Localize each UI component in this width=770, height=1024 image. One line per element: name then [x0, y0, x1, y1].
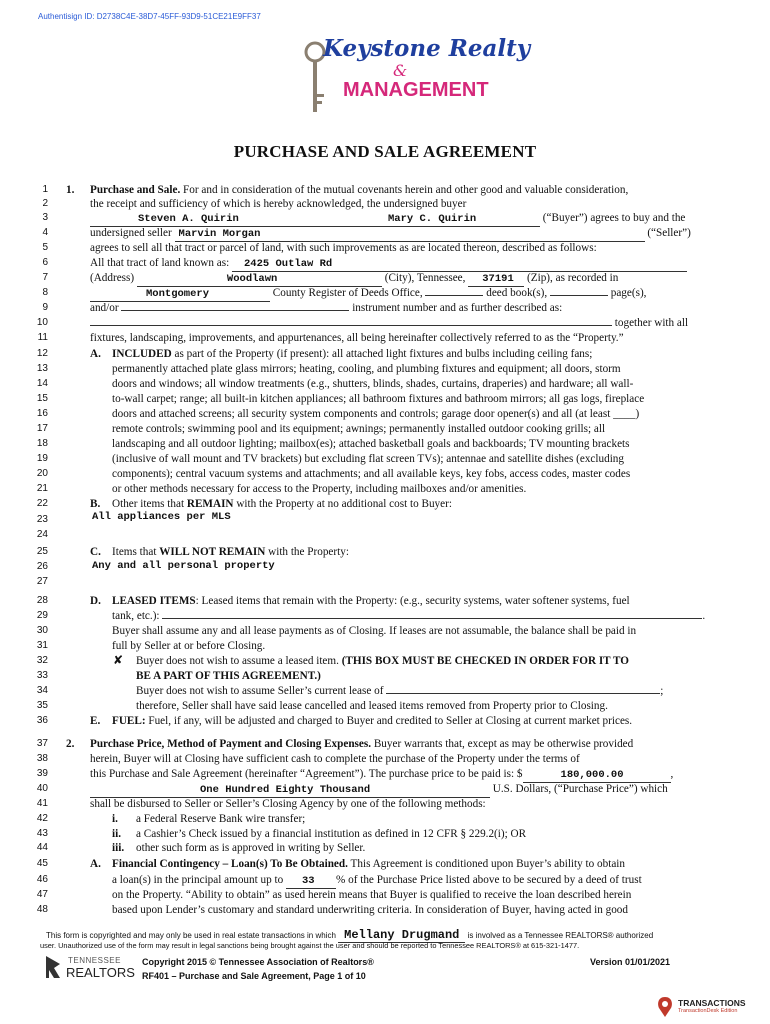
line-number: 15 [36, 393, 48, 404]
line-number: 46 [36, 874, 48, 885]
transactions-logo: TRANSACTIONS TransactionDesk Edition [656, 994, 766, 1020]
line-number: 8 [42, 287, 48, 298]
body-line-29: tank, etc.): . [112, 610, 706, 622]
line-number: 20 [36, 468, 48, 479]
line-number: 9 [42, 302, 48, 313]
line-number: 26 [36, 561, 48, 572]
line-number: 5 [42, 242, 48, 253]
price-words-field: One Hundred Eighty Thousand [90, 783, 490, 798]
line-number: 43 [36, 828, 48, 839]
section-heading: Purchase and Sale. [90, 184, 181, 196]
footer-copyright-line1: This form is copyrighted and may only be used in real estate transactions in which Mellany Drugmand is involved as a Tennessee REALTORS® authorized [46, 928, 654, 942]
body-line-18: landscaping and all outdoor lighting; mailbox(es); attached basketball goals and backboards; TV mounting brackets [112, 438, 630, 450]
method-label-i: i. [112, 813, 118, 825]
body-line-38: herein, Buyer will at Closing have sufficient cash to complete the purchase of the Property under the terms of [90, 753, 580, 765]
line-number: 22 [36, 498, 48, 509]
line-number: 2 [42, 198, 48, 209]
zip-field: 37191 [468, 272, 524, 287]
seller-field: Marvin Morgan [175, 227, 645, 242]
item-label-d: D. [90, 595, 101, 607]
body-line-16: doors and attached screens; all security system components and controls; garage door opener(s) and all (at least ____) [112, 408, 640, 420]
buyer-field: Steven A. Quirin Mary C. Quirin [90, 212, 540, 227]
method-label-iii: iii. [112, 842, 125, 854]
body-line-8: Montgomery County Register of Deeds Office, deed book(s), page(s), [90, 286, 646, 302]
body-line-12: INCLUDED as part of the Property (if present): all attached light fixtures and bulbs including ceiling fans; [112, 348, 593, 360]
body-line-47: on the Property. “Ability to obtain” as used herein means that Buyer is qualified to receive the loan described herein [112, 889, 632, 901]
keystone-logo [285, 24, 531, 124]
city-field: Woodlawn [137, 272, 382, 287]
body-line-37: Purchase Price, Method of Payment and Closing Expenses. Buyer warrants that, except as may be otherwise provided [90, 738, 634, 750]
agent-name-field: Mellany Drugmand [338, 928, 465, 943]
line-number: 23 [36, 514, 48, 525]
body-line-19: (inclusive of wall mount and TV brackets) but excluding flat screen TVs); antennae and satellite dishes (excluding [112, 453, 624, 465]
body-line-22: Other items that REMAIN with the Property at no additional cost to Buyer: [112, 498, 452, 510]
line-number: 17 [36, 423, 48, 434]
included-items-field: All appliances per MLS [92, 511, 231, 523]
body-line-17: remote controls; swimming pool and its equipment; awnings; permanently installed outdoor cooking grills; all [112, 423, 606, 435]
line-number: 7 [42, 272, 48, 283]
body-line-45: Financial Contingency – Loan(s) To Be Obtained. This Agreement is conditioned upon Buyer’s ability to obtain [112, 858, 626, 870]
body-line-40: One Hundred Eighty Thousand U.S. Dollars, (“Purchase Price”) which [90, 782, 668, 798]
line-number: 48 [36, 904, 48, 915]
line-number: 18 [36, 438, 48, 449]
authentisign-id: Authentisign ID: D2738C4E-38D7-45FF-93D9-51CE21E9FF37 [38, 12, 261, 21]
line-number: 44 [36, 842, 48, 853]
body-line-28: LEASED ITEMS: Leased items that remain with the Property: (e.g., security systems, water softener systems, fuel [112, 595, 630, 607]
body-line-10: together with all [90, 316, 688, 330]
body-line-15: to-wall carpet; range; all built-in kitchen appliances; all bathroom fixtures and bathroom mirrors; all gas logs, fireplace [112, 393, 645, 405]
line-number: 31 [36, 640, 48, 651]
line-number: 4 [42, 227, 48, 238]
line-number: 6 [42, 257, 48, 268]
body-line-35: therefore, Seller shall have said lease cancelled and leased items removed from Property prior to Closing. [136, 700, 608, 712]
body-line-25: Items that WILL NOT REMAIN with the Property: [112, 546, 349, 558]
line-number: 40 [36, 783, 48, 794]
line-number: 11 [37, 332, 48, 343]
body-line-32: Buyer does not wish to assume a leased item. (THIS BOX MUST BE CHECKED IN ORDER FOR IT TO [136, 655, 629, 667]
line-number: 21 [36, 483, 48, 494]
line-number: 12 [36, 348, 48, 359]
line-number: 25 [36, 546, 48, 557]
line-number: 27 [36, 576, 48, 587]
line-number: 38 [36, 753, 48, 764]
method-label-ii: ii. [112, 828, 122, 840]
excluded-items-field: Any and all personal property [92, 560, 275, 572]
line-number: 36 [36, 715, 48, 726]
line-number: 10 [36, 317, 48, 328]
section-number-2: 2. [66, 738, 75, 750]
line-number: 3 [42, 212, 48, 223]
line-number: 28 [36, 595, 48, 606]
item-label-2a: A. [90, 858, 101, 870]
line-number: 14 [36, 378, 48, 389]
line-number: 24 [36, 529, 48, 540]
body-line-43: a Cashier’s Check issued by a financial institution as defined in 12 CFR § 229.2(i); OR [136, 828, 527, 840]
body-line-3: Steven A. Quirin Mary C. Quirin (“Buyer”) agrees to buy and the [90, 211, 685, 227]
line-number: 32 [36, 655, 48, 666]
body-line-39: this Purchase and Sale Agreement (hereinafter “Agreement”). The purchase price to be paid is: $ 180,000.00 , [90, 768, 674, 781]
line-number: 29 [36, 610, 48, 621]
line-number: 41 [36, 798, 48, 809]
line-number: 47 [36, 889, 48, 900]
line-number: 34 [36, 685, 48, 696]
item-label-b: B. [90, 498, 101, 510]
transactions-icon [656, 996, 674, 1018]
item-label-e: E. [90, 715, 101, 727]
body-line-14: doors and windows; all window treatments (e.g., shutters, blinds, shades, curtains, draperies) and hardware; all wall- [112, 378, 634, 390]
line-number: 13 [36, 363, 48, 374]
loan-percent-field: 33 [286, 874, 336, 889]
footer-copyright-notice: Copyright 2015 © Tennessee Association of Realtors® [142, 957, 374, 967]
body-line-46: a loan(s) in the principal amount up to 33 % of the Purchase Price listed above to be secured by a deed of trust [112, 874, 642, 887]
section-number: 1. [66, 184, 75, 196]
body-line-13: permanently attached plate glass mirrors; heating, cooling, and plumbing fixtures and equipment; all doors, storm [112, 363, 621, 375]
key-icon [306, 43, 324, 112]
body-line-1: Purchase and Sale. For and in consideration of the mutual covenants herein and other good and valuable consideration, [90, 184, 629, 196]
body-line-6: All that tract of land known as: 2425 Outlaw Rd [90, 256, 687, 272]
address-field: 2425 Outlaw Rd [232, 257, 687, 272]
line-number: 16 [36, 408, 48, 419]
body-line-9: and/or instrument number and as further described as: [90, 302, 563, 314]
line-number: 30 [36, 625, 48, 636]
line-number: 1 [42, 184, 48, 195]
logo-amp: & [393, 61, 408, 80]
line-number: 37 [36, 738, 48, 749]
line-number: 19 [36, 453, 48, 464]
body-line-33: BE A PART OF THIS AGREEMENT.) [136, 670, 321, 682]
body-line-11: fixtures, landscaping, improvements, and appurtenances, all being hereinafter collectively referred to as the “Property.” [90, 332, 624, 344]
line-number: 35 [36, 700, 48, 711]
line-number: 39 [36, 768, 48, 779]
county-field: Montgomery [90, 287, 270, 302]
body-line-36: FUEL: Fuel, if any, will be adjusted and charged to Buyer and credited to Seller at Closing at current market prices. [112, 715, 633, 727]
body-line-30: Buyer shall assume any and all lease payments as of Closing. If leases are not assumable, the balance shall be paid in [112, 625, 637, 637]
item-label-c: C. [90, 546, 101, 558]
item-label-a: A. [90, 348, 101, 360]
body-line-34: Buyer does not wish to assume Seller’s current lease of ; [136, 685, 664, 697]
body-line-31: full by Seller at or before Closing. [112, 640, 266, 652]
body-line-20: components); central vacuum systems and attachments; and all available keys, key fobs, access codes, master codes [112, 468, 631, 480]
body-line-2: the receipt and sufficiency of which is hereby acknowledged, the undersigned buyer [90, 198, 467, 210]
footer-form-label: RF401 – Purchase and Sale Agreement, Page 1 of 10 [142, 971, 366, 981]
body-line-48: based upon Lender’s customary and standard underwriting criteria. In consideration of Buyer, having acted in good [112, 904, 628, 916]
body-line-5: agrees to sell all that tract or parcel of land, with such improvements as are located thereon, described as follows: [90, 242, 597, 254]
body-line-7: (Address) Woodlawn (City), Tennessee, 37191 (Zip), as recorded in [90, 272, 619, 285]
footer-copyright-line2: user. Unauthorized use of the form may result in legal sanctions being brought against the user and should be reported to Tennessee REALTORS® at 615-321-1477. [40, 941, 580, 950]
line-number: 42 [36, 813, 48, 824]
tennessee-realtors-logo: TENNESSEE REALTORS [44, 954, 134, 984]
body-line-42: a Federal Reserve Bank wire transfer; [136, 813, 306, 825]
line-number: 33 [36, 670, 48, 681]
logo-line1: Keystone Realty [323, 35, 531, 62]
price-numeric-field: 180,000.00 [523, 768, 671, 783]
line-number: 45 [36, 858, 48, 869]
document-title: PURCHASE AND SALE AGREEMENT [233, 142, 537, 161]
footer-version: Version 01/01/2021 [590, 957, 671, 967]
body-line-21: or other methods necessary for access to the Property, including mailboxes and/or amenities. [112, 483, 527, 495]
realtor-r-icon [44, 954, 64, 980]
body-line-4: undersigned seller Marvin Morgan (“Seller”) [90, 227, 691, 240]
body-line-44: other such form as is approved in writing by Seller. [136, 842, 366, 854]
logo-line2: MANAGEMENT [343, 79, 489, 101]
leased-item-checkbox[interactable]: ✘ [113, 653, 124, 667]
body-line-41: shall be disbursed to Seller or Seller’s Closing Agency by one of the following methods: [90, 798, 486, 810]
